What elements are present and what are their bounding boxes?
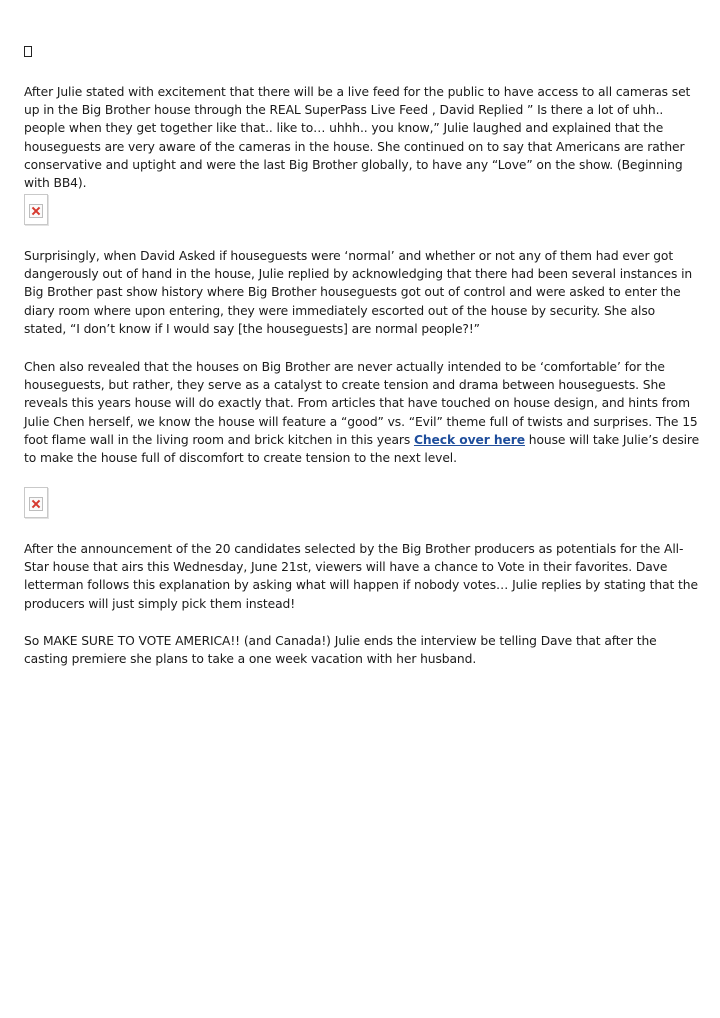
broken-image-icon	[29, 204, 43, 218]
paragraph-house-design	[24, 358, 700, 467]
paragraph-vote-america: So MAKE SURE TO VOTE AMERICA!! (and Canada!) Julie ends the interview be telling Dave that after the casting premiere she plans to take a one week vacation with her husband.	[24, 634, 657, 667]
broken-image-1	[24, 194, 48, 225]
broken-image-icon	[29, 497, 43, 511]
house-design-text-end: house will take Julie’s desire to make the house full of discomfort to create tension to the next level.	[24, 432, 700, 466]
paragraph-houseguests-normal: Surprisingly, when David Asked if houseguests were ‘normal’ and whether or not any of them had ever got dangerously out of hand in the house, Julie replied by acknowledging that there had been several instances in Big Brother past show history where Big Brother houseguests got out of control and were asked to enter the diary room where upon entering, they were immediately escorted out of the house by security. She also stated, “I don’t know if I would say [the houseguests] are normal people?!”	[24, 249, 693, 336]
missing-glyph-icon	[24, 46, 32, 57]
paragraph-all-star-vote: After the announcement of the 20 candidates selected by the Big Brother producers as potentials for the All-Star house that airs this Wednesday, June 21st, viewers will have a chance to Vote in their favorites. Dave letterman follows this explanation by asking what will happen if nobody votes… Julie replies by stating that the producers will just simply pick them instead!	[24, 542, 698, 611]
broken-image-2	[24, 487, 48, 518]
check-over-here-link[interactable]: Check over here	[413, 432, 525, 447]
house-design-text-start: Chen also revealed that the houses on Big Brother are never actually intended to be ‘comfortable’ for the houseguests, but rather, they serve as a catalyst to create tension and drama between houseguests. She reveals this years house will do exactly that. From articles that have touched on house design, and hints from Julie Chen herself, we know the house will feature a “good” vs. “Evil” theme full of twists and surprises. The 15 foot flame wall in the living room and brick kitchen in this years	[24, 360, 698, 447]
paragraph-live-feed: After Julie stated with excitement that there will be a live feed for the public to have access to all cameras set up in the Big Brother house through the REAL SuperPass Live Feed , David Replied ” Is there a lot of uhh.. people when they get together like that.. like to… uhhh.. you know,” Julie laughed and explained that the houseguests are very aware of the cameras in the house. She continued on to say that Americans are rather conservative and uptight and were the last Big Brother globally, to have any “Love” on the show. (Beginning with BB4).	[24, 85, 691, 191]
